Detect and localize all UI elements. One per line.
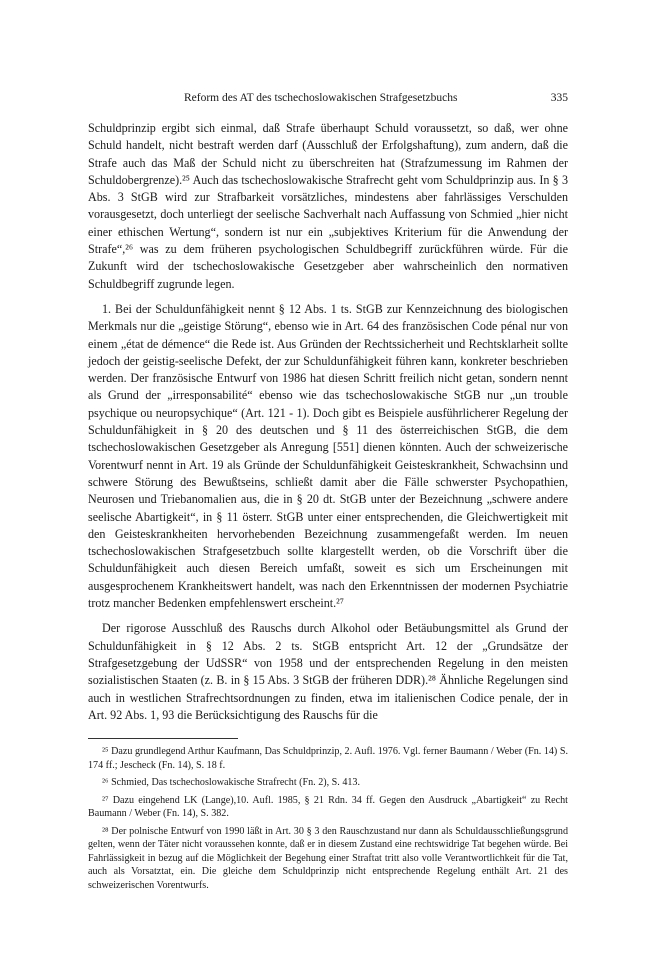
footnote-rule — [88, 738, 238, 739]
footnote: ²⁶ Schmied, Das tschechoslowakische Strafrecht (Fn. 2), S. 413. — [102, 777, 360, 789]
page-number: 335 — [550, 92, 568, 104]
footnote: ²⁷ Dazu eingehend LK (Lange),10. Aufl. 1985, § 21 Rdn. 34 ff. Gegen den Ausdruck „Abartigkeit“ zu Recht Baumann / Weber (Fn. 14), S. 382. — [88, 794, 568, 820]
paragraph: Schuldprinzip ergibt sich einmal, daß Strafe überhaupt Schuld voraussetzt, so daß, wer ohne Schuld handelt, nicht bestraft werden darf (Ausschluß der Erfolgshaftung), zum andern, daß die Strafe auch das Maß der Schuld nicht zu überschreiten hat (Strafzumessung im Rahmen der Schuldobergrenze).²⁵ Auch das tschechoslowakische Strafrecht geht vom Schuldprinzip aus. In § 3 Abs. 3 StGB wird zur Strafbarkeit vorsätzliches, mindestens aber fahrlässiges Verschulden vorausgesetzt, doch unterliegt der seelische Sachverhalt nach Auffassung von Schmied „hier nicht einer ethischen Wertung“, sondern ist nur ein „subjektives Kriterium für die Anwendung der Strafe“,²⁶ was zu dem früheren psychologischen Schuldbegriff zurückführen würde. Für die Zukunft wird der tschechoslowakische Gesetzgeber aber wahrscheinlich den normativen Schuldbegriff zugrunde legen. — [88, 121, 568, 291]
paragraph: Der rigorose Ausschluß des Rauschs durch Alkohol oder Betäubungsmittel als Grund der Schuldunfähigkeit in § 12 Abs. 2 ts. StGB entspricht Art. 12 der „Grundsätze der Strafgesetzgebung der UdSSR“ von 1958 und der entsprechenden Regelung in den meisten sozialistischen Staaten (z. B. in § 15 Abs. 3 StGB der früheren DDR).²⁸ Ähnliche Regelungen sind auch in westlichen Strafrechtsordnungen zu finden, etwa im italienischen Codice penale, der in Art. 92 Abs. 1, 93 die Berücksichtigung des Rauschs für die — [88, 621, 568, 722]
running-title: Reform des AT des tschechoslowakischen Strafgesetzbuchs — [184, 92, 458, 104]
running-header — [88, 92, 568, 112]
footnote: ²⁵ Dazu grundlegend Arthur Kaufmann, Das Schuldprinzip, 2. Aufl. 1976. Vgl. ferner Baumann / Weber (Fn. 14) S. 174 ff.; Jescheck (Fn. 14), S. 18 f. — [88, 746, 568, 771]
footnotes — [88, 745, 568, 892]
footnote: ²⁸ Der polnische Entwurf von 1990 läßt in Art. 30 § 3 den Rauschzustand nur dann als Schuldausschließungsgrund gelten, wenn der Täter nicht voraussehen konnte, daß er in diesem Zustand eine rechtswidrige Tat begehen würde. Bei Fahrlässigkeit in bezug auf die Möglichkeit der Begehung einer Straftat tritt also volle Verantwortlichkeit für die Tat, auch als Vorsatztat, ein. Die gleiche dem Schuldprinzip nicht entsprechende Regelung enthält Art. 21 des schweizerischen Vorentwurfs. — [88, 825, 568, 891]
main-text — [88, 120, 568, 724]
book-page — [88, 92, 568, 892]
paragraph: 1. Bei der Schuldunfähigkeit nennt § 12 Abs. 1 ts. StGB zur Kennzeichnung des biologischen Merkmals nur die „geistige Störung“, ebenso wie in Art. 64 des französischen Code pénal nur von einem „état de démence“ die Rede ist. Aus Gründen der Rechtssicherheit und Rechtsklarheit sollte jedoch der geistig-seelische Defekt, der zur Schuldunfähigkeit führen kann, konkreter beschrieben werden. Der französische Entwurf von 1986 hat diesen Schritt freilich nicht getan, sondern nennt als Grund der „irresponsabilité“ ebenso wie das tschechoslowakische StGB nur „un trouble psychique ou neuropsychique“ (Art. 121 - 1). Doch gibt es Beispiele ausführlicherer Regelung der Schuldunfähigkeit in § 20 des deutschen und § 11 des österreichischen StGB, die dem tschechoslowakischen Gesetzgeber als Anregung [551] dienen könnten. Auch der schweizerische Vorentwurf nennt in Art. 19 als Gründe der Schuldunfähigkeit Geisteskrankheit, Schwachsinn und schwere Störung des Bewußtseins, schließt damit aber die Fälle schwerster Psychopathien, Neurosen und Triebanomalien aus, die in § 20 dt. StGB unter der Bezeichnung „schwere andere seelische Abartigkeit“, in § 11 österr. StGB unter einer entsprechenden, die Gleichwertigkeit mit den Geisteskrankheiten hervorhebenden Bezeichnung zusammengefaßt werden. Im neuen tschechoslowakischen Strafgesetzbuch sollte klargestellt werden, ob die Vorschrift über die Schuldunfähigkeit auch diesen Bereich umfaßt, soweit es sich um Erscheinungen mit ausgesprochenem Krankheitswert handelt, was nach den Erkenntnissen der modernen Psychiatrie trotz mancher Bedenken empfehlenswert erscheint.²⁷ — [88, 301, 568, 611]
